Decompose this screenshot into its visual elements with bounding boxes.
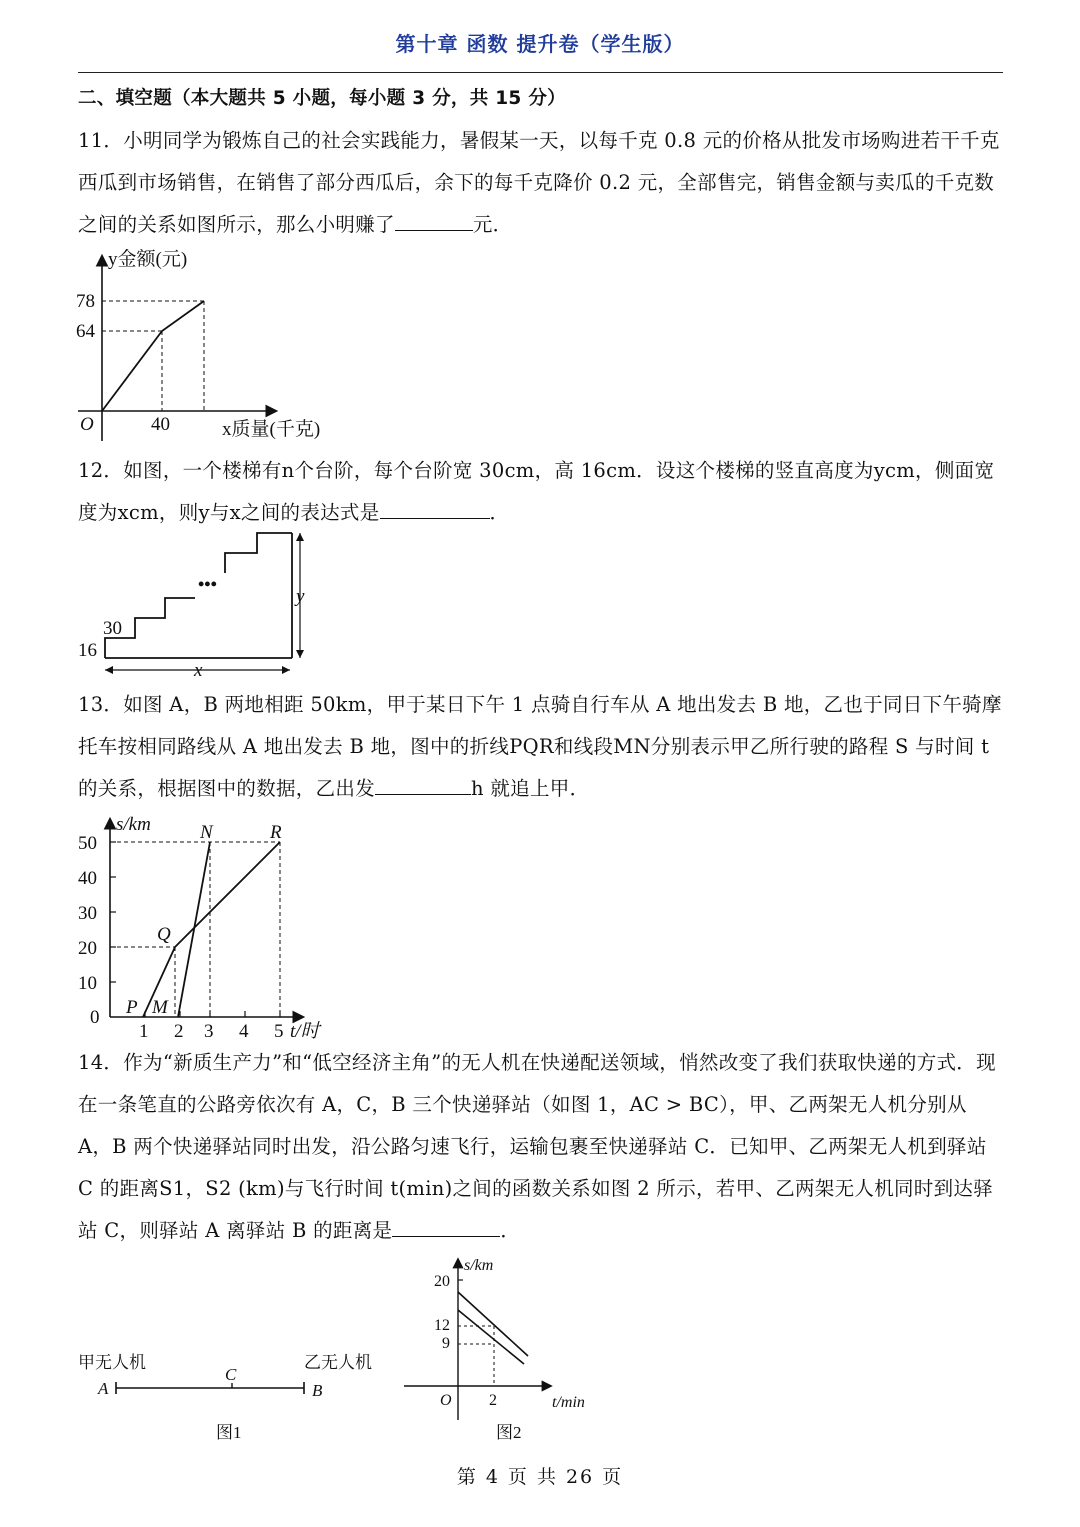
fig2-line-s2 [458,1310,524,1364]
section-title: 二、填空题（本大题共 5 小题，每小题 3 分，共 15 分） [78,88,566,109]
t-tick-4: 4 [239,1021,249,1042]
point-Q: Q [157,924,171,945]
fig1-caption: 图1 [216,1423,242,1442]
s-tick-50: 50 [78,833,97,854]
point-M: M [152,997,168,1018]
point-P: P [126,997,138,1018]
question-13 [78,684,1003,810]
t-tick-2: 2 [174,1021,184,1042]
y-axis-label: y金额(元) [108,249,188,270]
stairs-upper [225,533,292,573]
question-14-tail: ． [500,1219,521,1242]
footer-total-pages: 26 [565,1466,595,1488]
x-tick-40: 40 [151,414,170,435]
q14-figure-1 [70,1340,390,1450]
question-11-tail: 元． [472,213,513,236]
q13-graph [70,810,340,1042]
fig2-t-tick-2: 2 [489,1392,497,1409]
t-tick-3: 3 [204,1021,214,1042]
answer-blank-13[interactable] [375,776,471,795]
footer-suffix: 页 [602,1466,624,1488]
fig1-label-A: A [98,1379,109,1398]
fig2-line-s1 [458,1292,528,1356]
fig2-s-tick-9: 9 [442,1335,450,1352]
fig1-left-label: 甲无人机 [78,1353,146,1372]
footer-mid: 页 共 [507,1466,558,1488]
answer-blank-12[interactable] [380,500,490,519]
question-12-tail: ． [489,501,510,524]
width-x-label: x [194,660,203,680]
sales-line [102,301,204,411]
fig2-caption: 图2 [496,1423,522,1442]
question-12-text: 12．如图，一个楼梯有n个台阶，每个台阶宽 30cm，高 16cm．设这个楼梯的竖直高度为ycm，侧面宽度为xcm，则y与x之间的表达式是 [78,459,995,524]
t-axis-label: t/时 [290,1021,320,1042]
y-tick-64: 64 [76,321,95,342]
q11-graph [70,245,360,445]
step-height-label: 16 [78,640,97,661]
height-y-label: y [296,586,305,607]
point-N: N [200,822,213,843]
fig2-s-tick-12: 12 [434,1317,450,1334]
answer-blank-11[interactable] [395,212,473,231]
footer-page-number: 4 [485,1466,500,1488]
s-tick-30: 30 [78,903,97,924]
q14-figure-2 [400,1250,600,1450]
fig2-s-axis-label: s/km [464,1257,494,1274]
question-12 [78,450,1003,534]
line-MN [178,842,210,1017]
stairs-ellipsis: ••• [198,574,217,594]
footer-prefix: 第 [456,1466,478,1488]
fig1-label-C: C [225,1365,237,1384]
q12-staircase-figure [70,528,330,680]
s-tick-0: 0 [90,1007,100,1028]
question-11 [78,120,1003,246]
header-divider [78,72,1003,73]
s-tick-10: 10 [78,973,97,994]
origin-label: O [80,414,94,435]
step-width-label: 30 [103,618,122,639]
fig1-label-B: B [312,1381,323,1400]
fig2-origin: O [440,1392,452,1409]
s-tick-40: 40 [78,868,97,889]
question-11-text: 11．小明同学为锻炼自己的社会实践能力，暑假某一天，以每千克 0.8 元的价格从批发市场购进若干千克西瓜到市场销售，在销售了部分西瓜后，余下的每千克降价 0.2 元，全部售完，销售金额与卖瓜的千克数之间的关系如图所示，那么小明赚了 [78,129,1000,236]
point-R: R [270,822,282,843]
question-14-text: 14．作为“新质生产力”和“低空经济主角”的无人机在快递配送领域，悄然改变了我们获取快递的方式．现在一条笔直的公路旁依次有 A，C，B 三个快递驿站（如图 1，AC > BC），甲、乙两架无人机分别从 A，B 两个快递驿站同时出发，沿公路匀速飞行，运输包裹至快递驿站 C．已知甲、乙两架无人机到驿站 C 的距离S1，S2 (km)与飞行时间 t(min)之间的函数关系如图 2 所示，若甲、乙两架无人机同时到达驿站 C，则驿站 A 离驿站 B 的距离是 [78,1051,996,1242]
answer-blank-14[interactable] [392,1218,500,1237]
x-axis-label: x质量(千克) [222,419,321,440]
question-14 [78,1042,1003,1252]
y-tick-78: 78 [76,291,95,312]
s-tick-20: 20 [78,938,97,959]
fig2-t-axis-label: t/min [552,1394,585,1411]
s-axis-label: s/km [116,814,151,835]
question-13-tail: h 就追上甲． [471,777,590,800]
t-tick-1: 1 [139,1021,149,1042]
question-13-text: 13．如图 A，B 两地相距 50km，甲于某日下午 1 点骑自行车从 A 地出发去 B 地，乙也于同日下午骑摩托车按相同路线从 A 地出发去 B 地，图中的折线PQR和线段MN分别表示甲乙所行驶的路程 S 与时间 t 的关系，根据图中的数据，乙出发 [78,693,1002,800]
page-header-title: 第十章 函数 提升卷（学生版） [395,32,685,56]
page-footer [0,1462,1080,1489]
fig2-s-tick-20: 20 [434,1273,450,1290]
fig1-right-label: 乙无人机 [304,1353,372,1372]
t-tick-5: 5 [274,1021,284,1042]
